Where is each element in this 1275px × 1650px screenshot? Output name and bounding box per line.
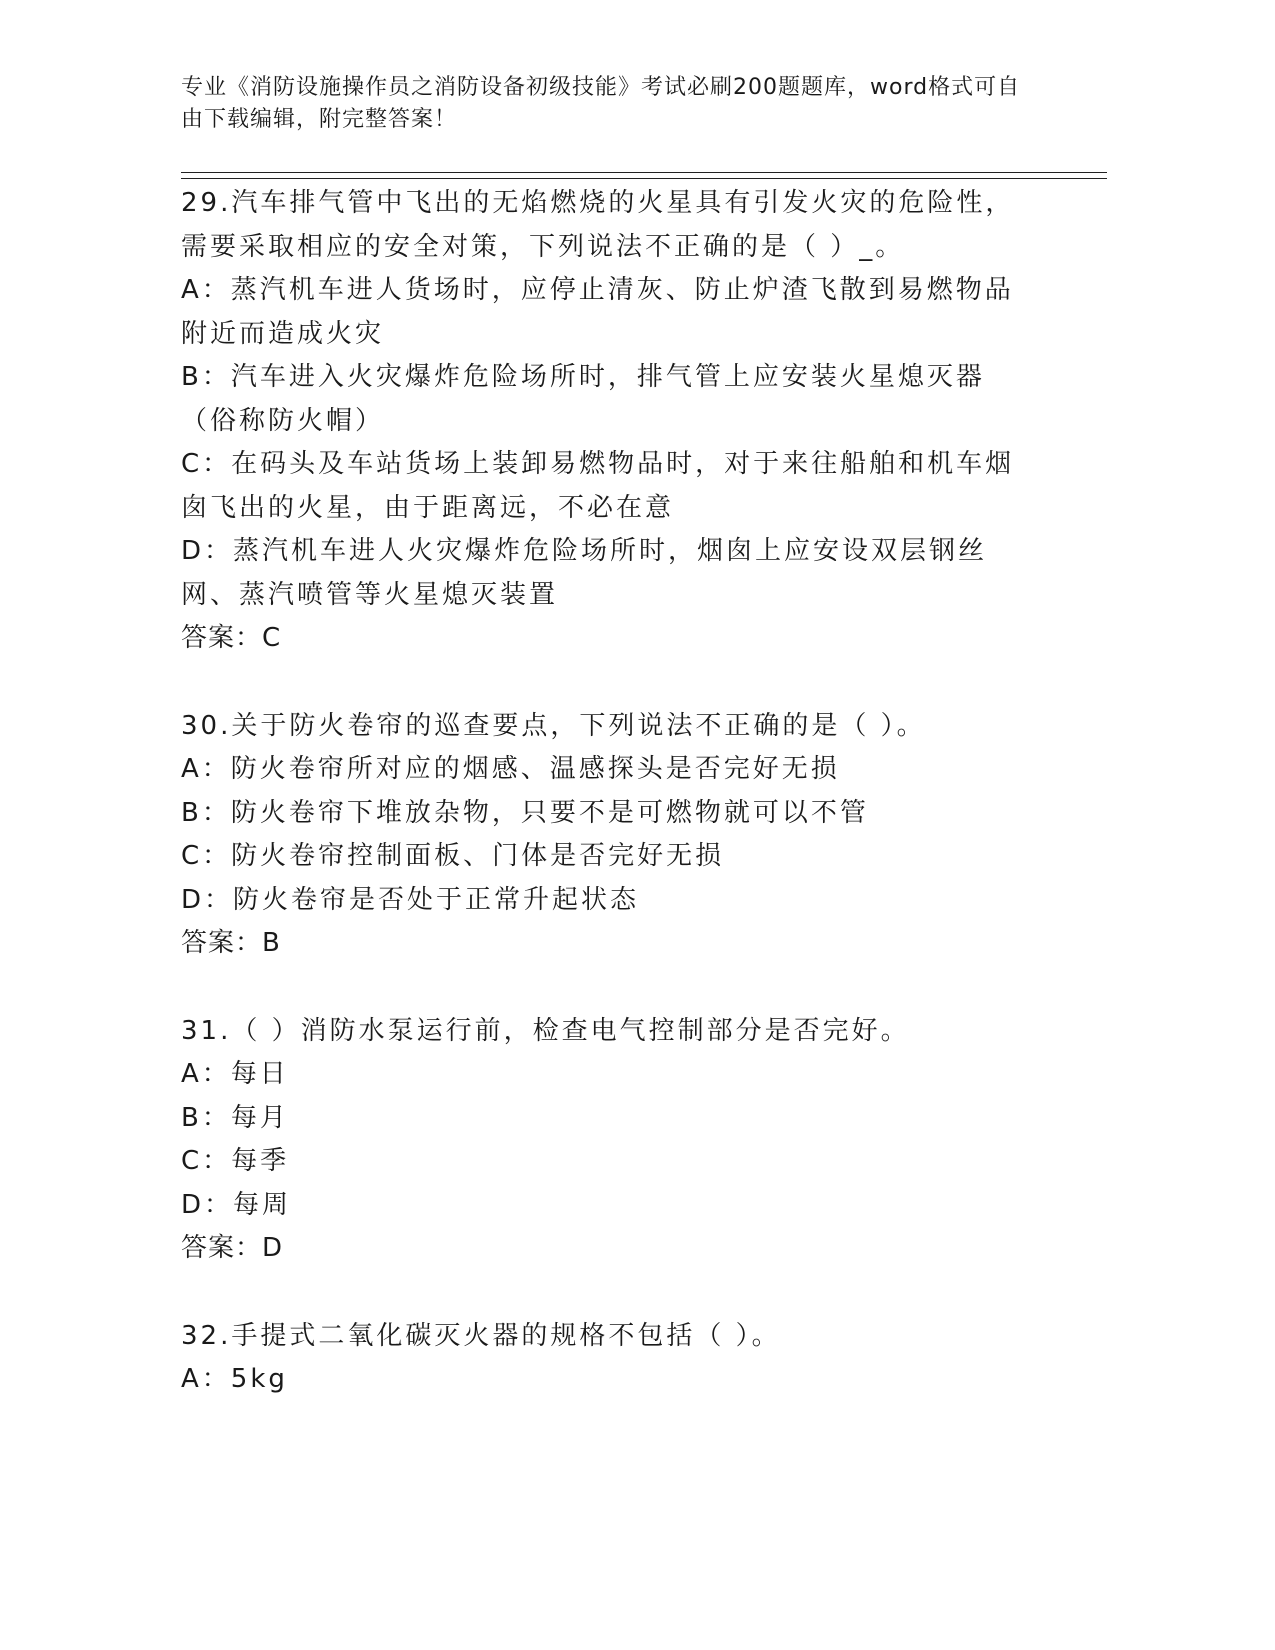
answer: 答案：D: [181, 1233, 284, 1263]
question-text: 30.关于防火卷帘的巡查要点，下列说法不正确的是（ ）。: [181, 710, 926, 741]
page-header: 专业《消防设施操作员之消防设备初级技能》考试必刷200题题库，word格式可自由下载编辑，附完整答案！: [181, 75, 1021, 132]
option-b: B：汽车进入火灾爆炸危险场所时，排气管上应安装火星熄灭器（俗称防火帽）: [181, 362, 985, 436]
option-a: A：防火卷帘所对应的烟感、温感探头是否完好无损: [181, 754, 840, 784]
question-list: [181, 182, 1041, 1446]
option-a: A：蒸汽机车进人货场时，应停止清灰、防止炉渣飞散到易燃物品附近而造成火灾: [181, 275, 1014, 349]
answer: 答案：C: [181, 623, 282, 653]
question-text: 29.汽车排气管中飞出的无焰燃烧的火星具有引发火灾的危险性，需要采取相应的安全对策，下列说法不正确的是（ ）_。: [181, 188, 1015, 262]
header-rule-top: [181, 172, 1107, 173]
question-30: [181, 705, 1041, 966]
option-d: D：蒸汽机车进人火灾爆炸危险场所时，烟囱上应安设双层钢丝网、蒸汽喷管等火星熄灭装置: [181, 536, 988, 610]
option-d: D：每周: [181, 1189, 292, 1220]
question-text: 31.（ ）消防水泵运行前，检查电气控制部分是否完好。: [181, 1015, 910, 1046]
option-d: D：防火卷帘是否处于正常升起状态: [181, 884, 640, 915]
option-a: A：每日: [181, 1059, 289, 1089]
question-32: [181, 1315, 1041, 1402]
option-a: A：5kg: [181, 1364, 288, 1394]
option-c: C：在码头及车站货场上装卸易燃物品时，对于来往船舶和机车烟囱飞出的火星，由于距离远，不必在意: [181, 449, 1015, 523]
header-rule-bottom: [181, 178, 1107, 179]
option-c: C：每季: [181, 1146, 290, 1176]
answer: 答案：B: [181, 928, 281, 958]
question-29: [181, 182, 1041, 661]
option-c: C：防火卷帘控制面板、门体是否完好无损: [181, 841, 725, 871]
option-b: B：每月: [181, 1102, 289, 1133]
question-31: [181, 1010, 1041, 1271]
question-text: 32.手提式二氧化碳灭火器的规格不包括（ ）。: [181, 1320, 781, 1351]
option-b: B：防火卷帘下堆放杂物，只要不是可燃物就可以不管: [181, 797, 869, 828]
